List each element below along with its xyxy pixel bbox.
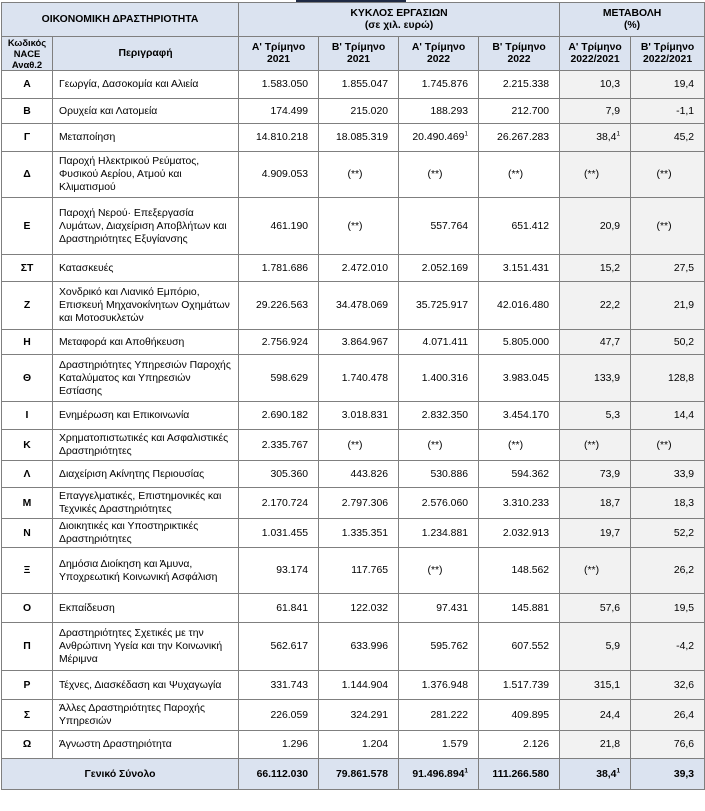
description-cell: Μεταφορά και Αποθήκευση [53, 330, 239, 355]
q2-2022-cell: 409.895 [479, 700, 560, 731]
description-cell: Κατασκευές [53, 255, 239, 282]
q2-2022-cell: 145.881 [479, 594, 560, 623]
change-q1-cell: 133,9 [560, 355, 631, 402]
change-q1-cell: 15,2 [560, 255, 631, 282]
q1-2022-cell: 557.764 [399, 198, 479, 255]
change-q1-cell: 7,9 [560, 99, 631, 124]
nace-code-cell: Ο [2, 594, 53, 623]
nace-code-cell: Ρ [2, 671, 53, 700]
change-q2-cell: 14,4 [631, 402, 705, 430]
nace-code-cell: Ω [2, 731, 53, 759]
q2-2021-cell: (**) [319, 152, 399, 198]
table-row [2, 99, 705, 124]
nace-code-cell: Ε [2, 198, 53, 255]
q2-2022-cell: 1.517.739 [479, 671, 560, 700]
q1-2022-cell: (**) [399, 152, 479, 198]
code-column-header: Κωδικός NACE Αναθ.2 [2, 37, 53, 71]
table-row [2, 402, 705, 430]
change-q1-cell: 73,9 [560, 461, 631, 488]
table-row [2, 731, 705, 759]
turnover-table [1, 2, 705, 790]
nace-code-cell: Κ [2, 430, 53, 461]
nace-code-cell: ΣΤ [2, 255, 53, 282]
total-row [2, 759, 705, 790]
total-q1-2022: 91.496.894$^1$ [399, 759, 479, 790]
q2-2021-cell: 1.204 [319, 731, 399, 759]
q2-2022-cell: 3.454.170 [479, 402, 560, 430]
description-cell: Άλλες Δραστηριότητες Παροχής Υπηρεσιών [53, 700, 239, 731]
total-change-q1: 38,4$^1$ [560, 759, 631, 790]
q2-2022-cell: 3.310.233 [479, 488, 560, 519]
q1-2022-cell: 35.725.917 [399, 282, 479, 330]
change-q2-cell: 26,2 [631, 548, 705, 594]
q1-2021-cell: 1.031.455 [239, 519, 319, 548]
nace-code-cell: Δ [2, 152, 53, 198]
change-q1-cell: 5,3 [560, 402, 631, 430]
q1-2021-cell: 29.226.563 [239, 282, 319, 330]
q2-2021-cell: 1.335.351 [319, 519, 399, 548]
q2-2021-cell: 1.855.047 [319, 71, 399, 99]
q2-2021-cell: 215.020 [319, 99, 399, 124]
change-q1-cell: (**) [560, 430, 631, 461]
change-q2-cell: 21,9 [631, 282, 705, 330]
total-q2-2021: 79.861.578 [319, 759, 399, 790]
nace-code-cell: Μ [2, 488, 53, 519]
q1-2022-cell: 281.222 [399, 700, 479, 731]
change-q2-cell: (**) [631, 430, 705, 461]
description-cell: Δημόσια Διοίκηση και Άμυνα, Υποχρεωτική Κοινωνική Ασφάλιση [53, 548, 239, 594]
q1-2022-cell: 2.052.169 [399, 255, 479, 282]
table-row [2, 152, 705, 198]
total-q2-2022: 111.266.580 [479, 759, 560, 790]
q1-2021-column-header: Α' Τρίμηνο 2021 [239, 37, 319, 71]
q1-2022-cell: 530.886 [399, 461, 479, 488]
q1-2021-cell: 1.296 [239, 731, 319, 759]
q2-2022-cell: 42.016.480 [479, 282, 560, 330]
total-q1-2021: 66.112.030 [239, 759, 319, 790]
turnover-header: ΚΥΚΛΟΣ ΕΡΓΑΣΙΩΝ (σε χιλ. ευρώ) [239, 3, 560, 37]
table-row [2, 700, 705, 731]
change-q1-cell: 57,6 [560, 594, 631, 623]
change-q1-cell: (**) [560, 548, 631, 594]
description-cell: Άγνωστη Δραστηριότητα [53, 731, 239, 759]
q2-2021-cell: (**) [319, 430, 399, 461]
change-q1-cell: 47,7 [560, 330, 631, 355]
description-cell: Δραστηριότητες Υπηρεσιών Παροχής Καταλύματος και Υπηρεσιών Εστίασης [53, 355, 239, 402]
q2-2022-cell: 5.805.000 [479, 330, 560, 355]
change-q2-cell: (**) [631, 152, 705, 198]
table-row [2, 623, 705, 671]
q1-2021-cell: 14.810.218 [239, 124, 319, 152]
change-q2-cell: 33,9 [631, 461, 705, 488]
change-q2-cell: 128,8 [631, 355, 705, 402]
q2-2022-cell: 3.151.431 [479, 255, 560, 282]
nace-code-cell: Ξ [2, 548, 53, 594]
q1-2022-column-header: Α' Τρίμηνο 2022 [399, 37, 479, 71]
description-cell: Παροχή Νερού· Επεξεργασία Λυμάτων, Διαχείριση Αποβλήτων και Δραστηριότητες Εξυγίανσης [53, 198, 239, 255]
table-row [2, 488, 705, 519]
description-cell: Γεωργία, Δασοκομία και Αλιεία [53, 71, 239, 99]
q1-2022-cell: 2.832.350 [399, 402, 479, 430]
description-cell: Ορυχεία και Λατομεία [53, 99, 239, 124]
table-row [2, 255, 705, 282]
nace-code-cell: Ζ [2, 282, 53, 330]
q1-2021-cell: 562.617 [239, 623, 319, 671]
table-row [2, 71, 705, 99]
nace-code-cell: Θ [2, 355, 53, 402]
q1-2021-cell: 1.781.686 [239, 255, 319, 282]
change-q1-cell: 24,4 [560, 700, 631, 731]
q1-2021-cell: 93.174 [239, 548, 319, 594]
q1-2021-cell: 2.690.182 [239, 402, 319, 430]
change-header: ΜΕΤΑΒΟΛΗ (%) [560, 3, 705, 37]
q2-2022-cell: 2.215.338 [479, 71, 560, 99]
q1-2022-cell: 2.576.060 [399, 488, 479, 519]
nace-code-cell: Λ [2, 461, 53, 488]
q1-2022-cell: 595.762 [399, 623, 479, 671]
change-q2-cell: 50,2 [631, 330, 705, 355]
change-q1-cell: 10,3 [560, 71, 631, 99]
q2-2022-cell: 2.032.913 [479, 519, 560, 548]
description-cell: Διοικητικές και Υποστηρικτικές Δραστηριότητες [53, 519, 239, 548]
q1-2021-cell: 2.335.767 [239, 430, 319, 461]
q1-2021-cell: 305.360 [239, 461, 319, 488]
q1-2022-cell: 1.745.876 [399, 71, 479, 99]
nace-code-cell: Η [2, 330, 53, 355]
q1-2022-cell: 1.376.948 [399, 671, 479, 700]
nace-code-cell: Β [2, 99, 53, 124]
description-cell: Επαγγελματικές, Επιστημονικές και Τεχνικές Δραστηριότητες [53, 488, 239, 519]
q1-2021-cell: 4.909.053 [239, 152, 319, 198]
change-q2-cell: 19,4 [631, 71, 705, 99]
description-column-header: Περιγραφή [53, 37, 239, 71]
q1-2021-cell: 174.499 [239, 99, 319, 124]
q2-2022-cell: 607.552 [479, 623, 560, 671]
total-label: Γενικό Σύνολο [2, 759, 239, 790]
change-q1-cell: 20,9 [560, 198, 631, 255]
change-q2-cell: 26,4 [631, 700, 705, 731]
q1-2022-cell: 4.071.411 [399, 330, 479, 355]
description-cell: Παροχή Ηλεκτρικού Ρεύματος, Φυσικού Αερίου, Ατμού και Κλιματισμού [53, 152, 239, 198]
q2-2021-cell: 2.472.010 [319, 255, 399, 282]
q2-2021-cell: 34.478.069 [319, 282, 399, 330]
q2-2021-cell: 18.085.319 [319, 124, 399, 152]
q1-2022-cell: 97.431 [399, 594, 479, 623]
change-q2-cell: 18,3 [631, 488, 705, 519]
change-q1-cell: (**) [560, 152, 631, 198]
description-cell: Τέχνες, Διασκέδαση και Ψυχαγωγία [53, 671, 239, 700]
description-cell: Χονδρικό και Λιανικό Εμπόριο, Επισκευή Μηχανοκίνητων Οχημάτων και Μοτοσυκλετών [53, 282, 239, 330]
q2-2022-cell: 26.267.283 [479, 124, 560, 152]
q2-2022-cell: 212.700 [479, 99, 560, 124]
q1-2021-cell: 2.170.724 [239, 488, 319, 519]
change-q2-cell: -1,1 [631, 99, 705, 124]
nace-code-cell: Π [2, 623, 53, 671]
activity-header: ΟΙΚΟΝΟΜΙΚΗ ΔΡΑΣΤΗΡΙΟΤΗΤΑ [2, 3, 239, 37]
q1-2022-cell: (**) [399, 430, 479, 461]
change-q2-cell: 32,6 [631, 671, 705, 700]
change-q2-cell: -4,2 [631, 623, 705, 671]
q2-2021-cell: 3.864.967 [319, 330, 399, 355]
q1-2022-cell: 20.490.469$^1$ [399, 124, 479, 152]
change-q1-cell: 5,9 [560, 623, 631, 671]
change-q2-cell: 27,5 [631, 255, 705, 282]
q2-2022-cell: 651.412 [479, 198, 560, 255]
change-q2-cell: 76,6 [631, 731, 705, 759]
table-row [2, 355, 705, 402]
nace-code-cell: Σ [2, 700, 53, 731]
change-q1-cell: 18,7 [560, 488, 631, 519]
q2-2022-cell: 3.983.045 [479, 355, 560, 402]
description-cell: Μεταποίηση [53, 124, 239, 152]
q1-2021-cell: 61.841 [239, 594, 319, 623]
change-q2-cell: 45,2 [631, 124, 705, 152]
table-row [2, 548, 705, 594]
q2-2021-cell: 2.797.306 [319, 488, 399, 519]
table-row [2, 461, 705, 488]
q2-2021-cell: 117.765 [319, 548, 399, 594]
q1-2022-cell: 188.293 [399, 99, 479, 124]
table-row [2, 430, 705, 461]
q1-2021-cell: 2.756.924 [239, 330, 319, 355]
q1-2021-cell: 598.629 [239, 355, 319, 402]
change-q1-cell: 38,4$^1$ [560, 124, 631, 152]
table-row [2, 124, 705, 152]
total-change-q2: 39,3 [631, 759, 705, 790]
q1-2022-cell: 1.234.881 [399, 519, 479, 548]
q1-2022-cell: (**) [399, 548, 479, 594]
q2-2021-cell: 633.996 [319, 623, 399, 671]
q2-2022-column-header: Β' Τρίμηνο 2022 [479, 37, 560, 71]
table-row [2, 519, 705, 548]
change-q2-cell: 52,2 [631, 519, 705, 548]
q1-2022-cell: 1.400.316 [399, 355, 479, 402]
nace-code-cell: Γ [2, 124, 53, 152]
q2-2022-cell: (**) [479, 152, 560, 198]
q2-2021-cell: (**) [319, 198, 399, 255]
change-q1-cell: 21,8 [560, 731, 631, 759]
change-q2-cell: (**) [631, 198, 705, 255]
change-q2-column-header: Β' Τρίμηνο 2022/2021 [631, 37, 705, 71]
description-cell: Δραστηριότητες Σχετικές με την Ανθρώπινη Υγεία και την Κοινωνική Μέριμνα [53, 623, 239, 671]
q2-2021-cell: 3.018.831 [319, 402, 399, 430]
description-cell: Εκπαίδευση [53, 594, 239, 623]
q2-2022-cell: 148.562 [479, 548, 560, 594]
change-q1-cell: 315,1 [560, 671, 631, 700]
change-q1-column-header: Α' Τρίμηνο 2022/2021 [560, 37, 631, 71]
q2-2022-cell: 594.362 [479, 461, 560, 488]
q2-2021-cell: 1.740.478 [319, 355, 399, 402]
q2-2021-cell: 122.032 [319, 594, 399, 623]
table-row [2, 282, 705, 330]
q2-2021-cell: 443.826 [319, 461, 399, 488]
q1-2021-cell: 1.583.050 [239, 71, 319, 99]
q2-2021-column-header: Β' Τρίμηνο 2021 [319, 37, 399, 71]
q2-2022-cell: (**) [479, 430, 560, 461]
q1-2021-cell: 226.059 [239, 700, 319, 731]
description-cell: Ενημέρωση και Επικοινωνία [53, 402, 239, 430]
q1-2021-cell: 461.190 [239, 198, 319, 255]
change-q1-cell: 19,7 [560, 519, 631, 548]
q2-2021-cell: 1.144.904 [319, 671, 399, 700]
change-q2-cell: 19,5 [631, 594, 705, 623]
nace-code-cell: Α [2, 71, 53, 99]
table-row [2, 330, 705, 355]
q1-2021-cell: 331.743 [239, 671, 319, 700]
q2-2022-cell: 2.126 [479, 731, 560, 759]
change-q1-cell: 22,2 [560, 282, 631, 330]
table-row [2, 198, 705, 255]
nace-code-cell: Ι [2, 402, 53, 430]
description-cell: Χρηματοπιστωτικές και Ασφαλιστικές Δραστηριότητες [53, 430, 239, 461]
nace-code-cell: Ν [2, 519, 53, 548]
table-row [2, 671, 705, 700]
table-row [2, 594, 705, 623]
q1-2022-cell: 1.579 [399, 731, 479, 759]
q2-2021-cell: 324.291 [319, 700, 399, 731]
description-cell: Διαχείριση Ακίνητης Περιουσίας [53, 461, 239, 488]
